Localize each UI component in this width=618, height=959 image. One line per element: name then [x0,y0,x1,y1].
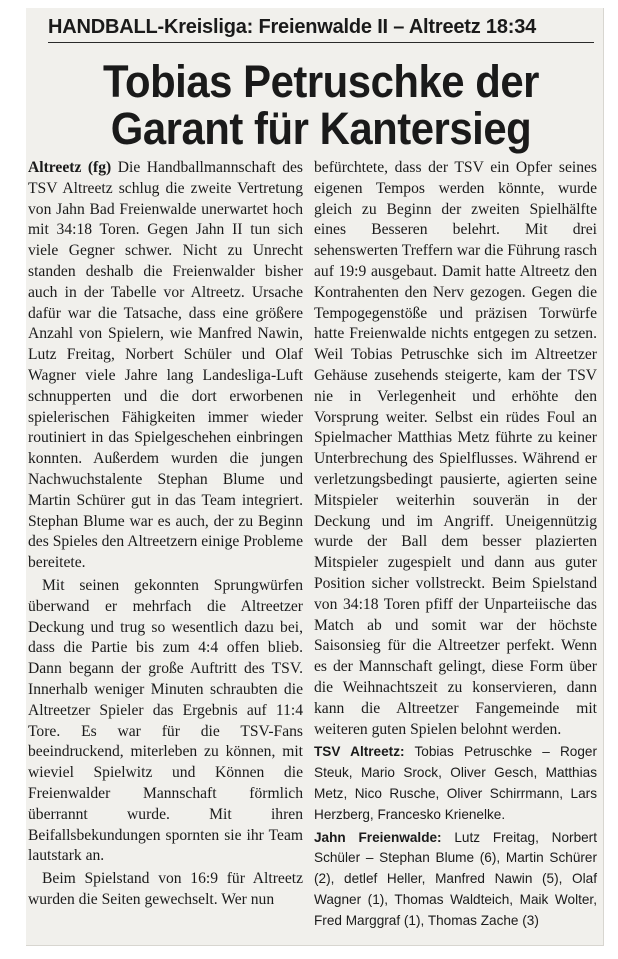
lineup-freienwalde [314,828,597,932]
lineup-players: Tobias Petruschke – Roger Steuk, Mario Srock, Oliver Gesch, Matthias Metz, Nico Rusche, Oliver Schirrmann, Lars Herzberg, Francesko Krienelke. [314,744,598,822]
article-paragraph-2: Mit seinen gekonnten Sprungwürfen überwand er mehrfach die Altreetzer Deckung und trug so wesentlich dazu bei, dass die Partie bis zum 4:4 offen blieb. Dann begann der große Auftritt des TSV. Innerhalb weniger Minuten schraubten die Altreetzer Spieler das Ergebnis auf 11:4 Tore. Es war für die TSV-Fans beeindruckend, miterleben zu können, mit wieviel Spielwitz und Können die Freienwalder Mannschaft förmlich überrannt wurde. Mit ihren Beifallsbekundungen spornten sie ihr Team lautstark an. [28,576,303,865]
article-kicker: HANDBALL-Kreisliga: Freienwalde II – Altreetz 18:34 [48,16,594,43]
newspaper-clipping [26,8,604,946]
article-paragraph-1-text: Die Handballmannschaft des TSV Altreetz schlug die zweite Vertretung von Jahn Bad Freienwalde unerwartet hoch mit 34:18 Toren. Gegen Jahn II tun sich viele Gegner schwer. Nicht zu Unrecht standen deshalb die Freienwalder bisher auch in der Tabelle vor Altreetz. Ursache dafür war die Tatsache, dass eine größere Anzahl von Spielern, wie Manfred Nawin, Lutz Freitag, Norbert Schüler und Olaf Wagner viele Jahre lang Landesliga-Luft schnupperten und die dort erworbenen spielerischen Fähigkeiten immer wieder routiniert in das Spielgeschehen einbringen konnten. Außerdem wurden die jungen Nachwuchstalente Stephan Blume und Martin Schürer gut in das Team integriert. Stephan Blume war es auch, der zu Beginn des Spieles den Altreetzern einige Probleme bereitete. [28,159,304,572]
article-paragraph-3: Beim Spielstand von 16:9 für Altreetz wurden die Seiten gewechselt. Wer nun [28,870,303,908]
article-column-left [28,158,303,911]
article-headline [67,58,575,152]
lineup-players: Lutz Freitag, Norbert Schüler – Stephan Blume (6), Martin Schürer (2), detlef Heller, Manfred Nawin (5), Olaf Wagner (1), Thomas Waldteich, Maik Wolter, Fred Marggraf (1), Thomas Zache (3) [314,829,597,928]
headline-line-2: Garant für Kantersieg [110,103,532,154]
lineup-team-name: TSV Altreetz: [314,744,405,760]
article-paragraph-3-continued: befürchtete, dass der TSV ein Opfer seines eigenen Tempos werden könnte, wurde gleich zu Beginn der zweiten Spielhälfte eines Besseren belehrt. Mit drei sehenswerten Treffern war die Führung rasch auf 19:9 ausgebaut. Damit hatte Altreetz den Kontrahenten den Nerv gezogen. Gegen die Tempogegenstöße und präzisen Torwürfe hatte Freienwalde nichts entgegen zu setzen. Weil Tobias Petruschke sich im Altreetzer Gehäuse zusehends steigerte, kam der TSV nie in Verlegenheit und erhöhte den Vorsprung weiter. Selbst ein rüdes Foul an Spielmacher Matthias Metz führte zu keiner Unterbrechung des Spielflusses. Während er verletzungsbedingt pausierte, agierten seine Mitspieler weiterhin souverän in der Deckung und im Angriff. Uneigennützig wurde der Ball dem besser plazierten Mitspieler zugespielt und dann aus guter Position sicher vollstreckt. Beim Spielstand von 34:18 Toren pfiff der Unparteiische das Match ab und somit war der höchste Saisonsieg für die Altreetzer perfekt. Wenn es der Mannschaft gelingt, diese Form über die Weihnachtszeit zu konservieren, dann kann die Altreetzer Fangemeinde mit weiteren guten Spielen belohnt werden. [314,159,597,738]
headline-line-1: Tobias Petruschke der [102,56,540,107]
lineup-altreetz [314,742,597,825]
lineup-team-name: Jahn Freienwalde: [314,829,442,845]
article-paragraph-1 [28,158,303,574]
article-column-right [314,158,597,931]
article-dateline: Altreetz (fg) [28,159,118,176]
